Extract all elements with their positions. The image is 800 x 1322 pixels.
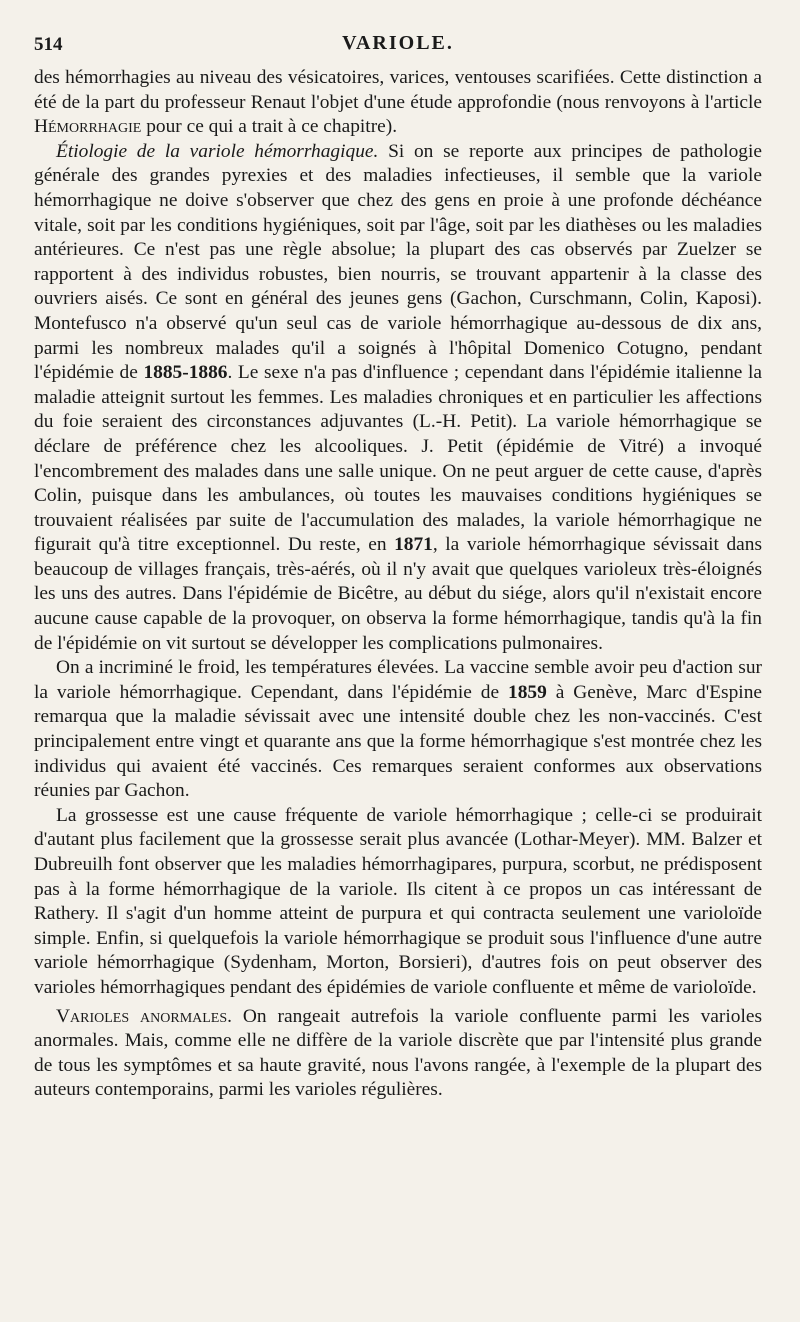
year: 1871 xyxy=(394,534,433,556)
text-run: des hémorrhagies au niveau des vésicatoires, varices, ventouses scarifiées. Cette distinction a été de la part du professeur Renaut l'objet d'une étude approfondie (nous renvoyons à l'article xyxy=(34,67,762,113)
paragraph-froid xyxy=(34,656,762,804)
text-run: On a incriminé le froid, les températures élevées. La vaccine semble avoir peu d'action sur la variole hémorrhagique. Cependant, dans l'épidémie de xyxy=(34,657,762,703)
text-run: On rangeait autrefois la variole confluente parmi les varioles anormales. Mais, comme elle ne diffère de la variole discrète que par l'intensité plus grande de tous les symptômes et sa haute gravité, nous l'avons rangée, à l'exemple de la plupart des auteurs contemporains, parmi les varioles régulières. xyxy=(34,1005,762,1101)
section-heading: Varioles anormales. xyxy=(56,1005,232,1027)
paragraph-varioles-anormales xyxy=(34,1005,762,1103)
text-run: , la variole hémorrhagique sévissait dans beaucoup de villages français, très-aérés, où il n'y avait que quelques varioleux très-éloignés les uns des autres. Dans l'épidémie de Bicêtre, au début du siége, alors qu'il n'existait encore aucune cause capable de la provoquer, on observa la forme hémorrhagique, tandis qu'à la fin de l'épidémie on vit surtout se développer les complications pulmonaires. xyxy=(34,534,762,654)
cross-reference: Hémorrhagie xyxy=(34,116,142,138)
page-body xyxy=(34,66,762,1103)
text-run: à Genève, Marc d'Espine remarqua que la maladie sévissait avec une intensité double chez les non-vaccinés. C'est principalement entre vingt et quarante ans que la forme hémorrhagique s'est montrée chez les individus qui avaient été vaccinés. Ces remarques seraient conformes aux observations réunies par Gachon. xyxy=(34,681,762,802)
paragraph-etiologie xyxy=(34,140,762,656)
page-header xyxy=(34,30,762,66)
year: 1859 xyxy=(508,681,547,703)
paragraph-1 xyxy=(34,66,762,140)
page-number: 514 xyxy=(34,34,63,55)
text-run: Si on se reporte aux principes de pathologie générale des grandes pyrexies et des maladies infectieuses, il semble que la variole hémorrhagique ne doive s'observer que chez des gens en proie à une profonde déchéance vitale, soit par les conditions hygiéniques, soit par l'âge, soit par les diathèses ou les maladies antérieures. Ce n'est pas une règle absolue; la plupart des cas observés par Zuelzer se rapportent à des individus robustes, bien nourris, se trouvant appartenir à la classe des ouvriers aisés. Ce sont en général des jeunes gens (Gachon, Curschmann, Colin, Kaposi). Montefusco n'a observé qu'un seul cas de variole hémorrhagique au-dessous de dix ans, parmi les nombreux malades qu'il a soignés à l'hôpital Domenico Cotugno, pendant l'épidémie de xyxy=(34,140,762,384)
section-heading: Étiologie de la variole hémorrhagique. xyxy=(56,140,379,162)
year: 1885-1886 xyxy=(143,362,228,384)
text-run: La grossesse est une cause fréquente de variole hémorrhagique ; celle-ci se produirait d'autant plus facilement que la grossesse serait plus avancée (Lothar-Meyer). MM. Balzer et Dubreuilh font observer que les maladies hémorrhagipares, purpura, scorbut, ne prédisposent pas à la forme hémorrhagique de la variole. Ils citent à ce propos un cas intéressant de Rathery. Il s'agit d'un homme atteint de purpura et qui contracta seulement une varioloïde simple. Enfin, si quelquefois la variole hémorrhagique se produit sous l'influence d'une autre variole hémorrhagique (Sydenham, Morton, Borsieri), d'autres fois on peut observer des varioles hémorrhagiques pendant des épidémies de variole confluente et même de varioloïde. xyxy=(34,804,762,998)
paragraph-grossesse xyxy=(34,804,762,1001)
running-title: VARIOLE. xyxy=(342,32,454,54)
text-run: . Le sexe n'a pas d'influence ; cependant dans l'épidémie italienne la maladie atteignit surtout les femmes. Les maladies chroniques et en particulier les affections du foie seraient des circonstances adjuvantes (L.-H. Petit). La variole hémorrhagique se déclare de préférence chez les alcooliques. J. Petit (épidémie de Vitré) a invoqué l'encombrement des malades dans une salle unique. On ne peut arguer de cette cause, d'après Colin, puisque dans les ambulances, où toutes les mauvaises conditions hygiéniques se trouvaient réalisées par suite de l'accumulation des malades, la variole hémorrhagique ne figurait qu'à titre exceptionnel. Du reste, en xyxy=(34,362,762,556)
text-run: pour ce qui a trait à ce chapitre). xyxy=(141,116,398,138)
